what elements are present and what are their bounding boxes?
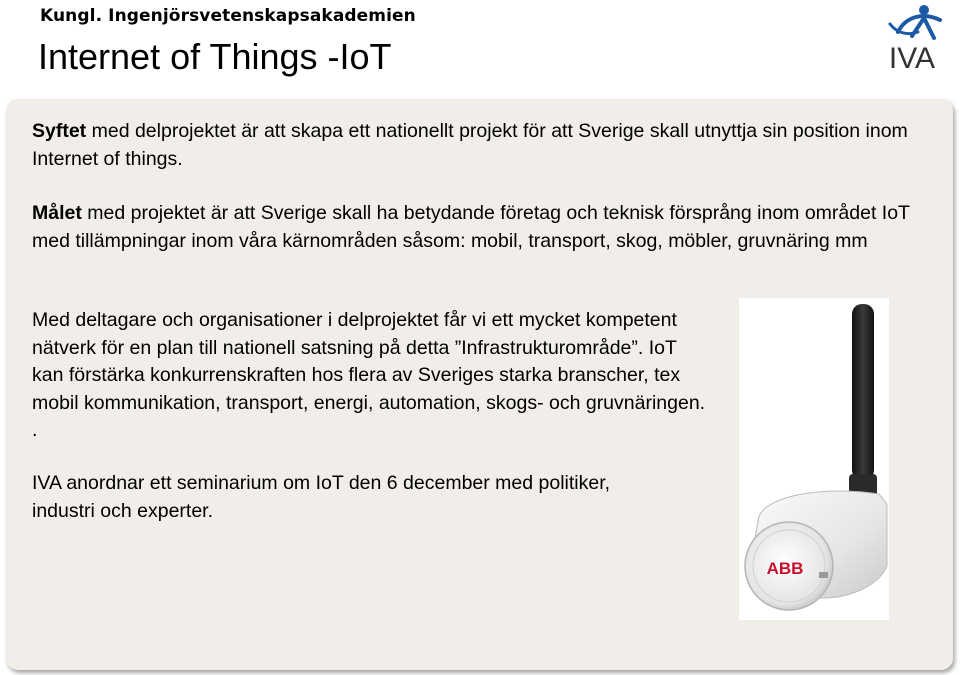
abb-wireless-device-image [739,298,889,620]
goal-label: Målet [32,202,82,224]
iva-logo [876,2,948,72]
abb-label: ABB [766,559,804,578]
goal-text: med projektet är att Sverige skall ha betydande företag och teknisk försprång inom området IoT med tillämpningar inom våra kärnområden såsom: mobil, transport, skog, möbler, gruvnäring mm [32,202,910,252]
purpose-text: med delprojektet är att skapa ett nationellt projekt för att Sverige skall utnyttja sin position inom Internet of things. [32,120,908,170]
page-title: Internet of Things -IoT [38,36,392,77]
logo-text: IVA [888,42,936,72]
paragraph-seminar: IVA anordnar ett seminarium om IoT den 6 december med politiker, industri och experter. [32,472,611,522]
device-photo [739,298,889,620]
status-led [819,572,828,578]
organization-name: Kungl. Ingenjörsvetenskapsakademien [40,6,416,26]
antenna [852,304,874,480]
paragraph-participants: Med deltagare och organisationer i delprojektet får vi ett mycket kompetent nätverk för en plan till nationell satsning på detta ”Infrastrukturområde”. IoT kan förstärka konkurrenskraften hos flera av Sveriges starka branscher, tex mobil kommunikation, transport, energi, automation, skogs- och gruvnäringen. . [32,309,706,441]
paragraph-goal [32,200,912,255]
purpose-label: Syftet [32,120,87,142]
paragraph-purpose [32,118,932,173]
